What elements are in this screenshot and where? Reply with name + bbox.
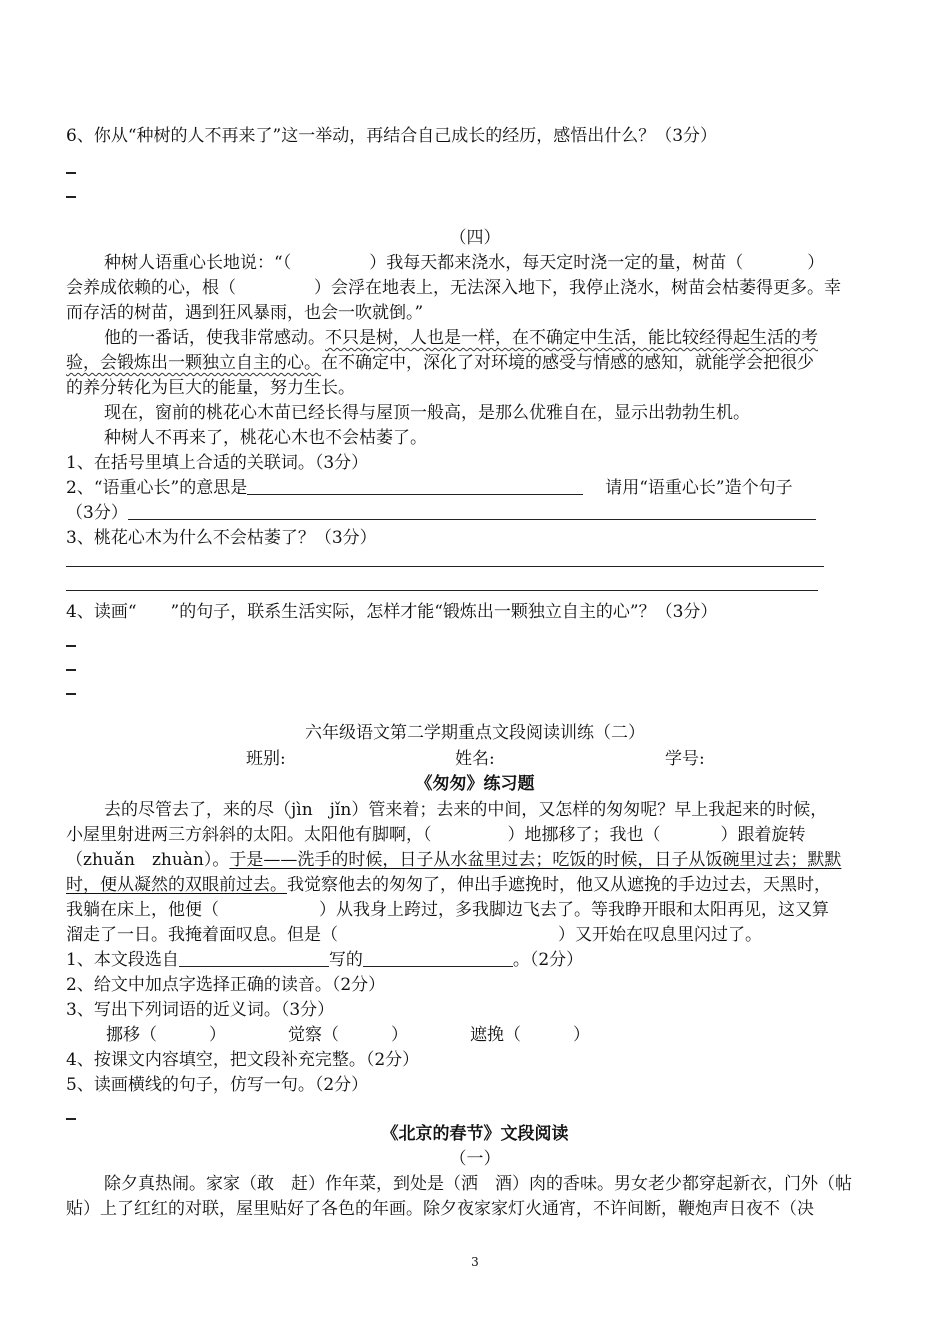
text: ）跟着旋转 (720, 825, 806, 845)
text: 溜走了一日。我掩着面叹息。但是（ (66, 925, 338, 945)
paragraph-line (66, 923, 762, 947)
text: 写的 (328, 950, 363, 970)
text: ”的句子，联系生活实际，怎样才能“锻炼出一颗独立自主的心”？（3分） (170, 602, 718, 622)
question-4: 4、按课文内容填空，把文段补充完整。（2分） (66, 1050, 420, 1070)
paragraph-line (66, 351, 814, 375)
text: 种树人语重心长地说：“（ (104, 253, 292, 273)
text: ）地挪移了；我也（ (507, 825, 661, 845)
text: 我躺在床上，他便（ (66, 900, 219, 920)
text: 会养成依赖的心，根（ (66, 278, 236, 298)
wavy-underlined-sentence: 不只是树，人也是一样，在不确定中生活，能比较经得起生活的考 (325, 328, 818, 348)
question-6: 6、你从“种树的人不再来了”这一举动，再结合自己成长的经历，感悟出什么？（3分） (66, 126, 718, 146)
question-2 (66, 476, 793, 500)
answer-dash (66, 669, 76, 671)
text: 2、“语重心长”的意思是 (66, 478, 248, 498)
synonym-row (106, 1023, 590, 1047)
question-3: 3、写出下列词语的近义词。（3分） (66, 1000, 335, 1020)
question-4 (66, 600, 717, 624)
answer-line[interactable] (66, 590, 818, 591)
paragraph-line: 现在，窗前的桃花心木苗已经长得与屋顶一般高，是那么优雅自在，显示出勃勃生机。 (104, 403, 750, 423)
question-1: 1、在括号里填上合适的关联词。（3分） (66, 453, 369, 473)
answer-line[interactable] (66, 566, 824, 567)
paragraph-line (104, 251, 824, 275)
answer-dash (66, 1118, 76, 1120)
question-5: 5、读画横线的句子，仿写一句。（2分） (66, 1075, 369, 1095)
paragraph-line (66, 898, 829, 922)
paragraph-line (104, 326, 818, 350)
answer-blank[interactable] (179, 948, 329, 967)
question-3: 3、桃花心木为什么不会枯萎了？（3分） (66, 528, 377, 548)
text: ） (209, 1025, 226, 1045)
answer-dash (66, 196, 76, 198)
wavy-underlined-sentence: 验，会锻炼出一颗独立自主的心。 (66, 353, 321, 373)
paragraph-line (66, 848, 841, 872)
text: 1、本文段选自 (66, 950, 179, 970)
text: 我觉察他去的匆匆了，伸出手遮挽时，他又从遮挽的手边过去，天黑时， (287, 875, 831, 895)
text: 。（2分） (512, 950, 584, 970)
text: 4、读画“ (66, 602, 137, 622)
answer-dash (66, 693, 76, 695)
reading-title: 《北京的春节》文段阅读 (381, 1124, 569, 1144)
page-number: 3 (471, 1255, 479, 1269)
paragraph-line (66, 823, 806, 847)
text: 他的一番话，使我非常感动。 (104, 328, 325, 348)
question-2-cont (66, 501, 816, 525)
text: 在不确定中，深化了对环境的感受与情感的感知，就能学会把很少 (321, 353, 814, 373)
student-id-label: 学号: (665, 749, 705, 769)
text: ）会浮在地表上，无法深入地下，我停止浇水，树苗会枯萎得更多。幸 (314, 278, 841, 298)
answer-blank[interactable] (247, 476, 583, 495)
paragraph-line: 而存活的树苗，遇到狂风暴雨，也会一吹就倒。” (66, 303, 424, 323)
answer-dash (66, 645, 76, 647)
answer-dash (66, 172, 76, 174)
worksheet-title: 六年级语文第二学期重点文段阅读训练（二） (305, 723, 645, 743)
text: 挪移（ (106, 1025, 157, 1045)
text: ）从我身上跨过，多我脚边飞去了。等我睁开眼和太阳再见，这又算 (319, 900, 829, 920)
text: ）又开始在叹息里闪过了。 (558, 925, 762, 945)
text: （zhuǎn zhuàn）。 (66, 850, 230, 870)
section-heading: （四） (449, 228, 501, 248)
paragraph-line: 种树人不再来了，桃花心木也不会枯萎了。 (104, 428, 427, 448)
text: 请用“语重心长”造个句子 (605, 478, 793, 498)
question-2: 2、给文中加点字选择正确的读音。（2分） (66, 975, 386, 995)
text: 小屋里射进两三方斜斜的太阳。太阳他有脚啊，（ (66, 825, 432, 845)
paragraph-line: 除夕真热闹。家家（敢 赶）作年菜，到处是（洒 酒）肉的香味。男女老少都穿起新衣，门外（帖 (104, 1174, 852, 1194)
text: 觉察（ (288, 1025, 339, 1045)
text: ）我每天都来浇水，每天定时浇一定的量，树苗（ (369, 253, 744, 273)
text: （3分） (66, 503, 128, 523)
question-1 (66, 948, 583, 972)
paragraph-line: 贴）上了红红的对联，屋里贴好了各色的年画。除夕夜家家灯火通宵，不许间断，鞭炮声日夜不（决 (66, 1199, 814, 1219)
paragraph-line: 的养分转化为巨大的能量，努力生长。 (66, 378, 355, 398)
paragraph-line: 去的尽管去了，来的尽（jìn jǐn）管来着；去来的中间，又怎样的匆匆呢？早上我起来的时候， (104, 800, 828, 820)
answer-blank[interactable] (363, 948, 513, 967)
class-label: 班别: (246, 749, 286, 769)
paragraph-line (66, 276, 841, 300)
text: ） (807, 253, 825, 273)
underlined-sentence: 时，便从凝然的双眼前过去。 (66, 875, 287, 895)
text: 遮挽（ (470, 1025, 521, 1045)
text: ） (573, 1025, 590, 1045)
underlined-sentence: 于是——洗手的时候，日子从水盆里过去；吃饭的时候，日子从饭碗里过去；默默 (229, 850, 842, 870)
section-heading: （一） (449, 1149, 501, 1169)
name-label: 姓名: (455, 749, 495, 769)
answer-blank[interactable] (128, 501, 816, 520)
paragraph-line (66, 873, 831, 897)
text: ） (391, 1025, 408, 1045)
wavy-mark-sample (137, 600, 171, 624)
exercise-title: 《匆匆》练习题 (415, 774, 535, 794)
